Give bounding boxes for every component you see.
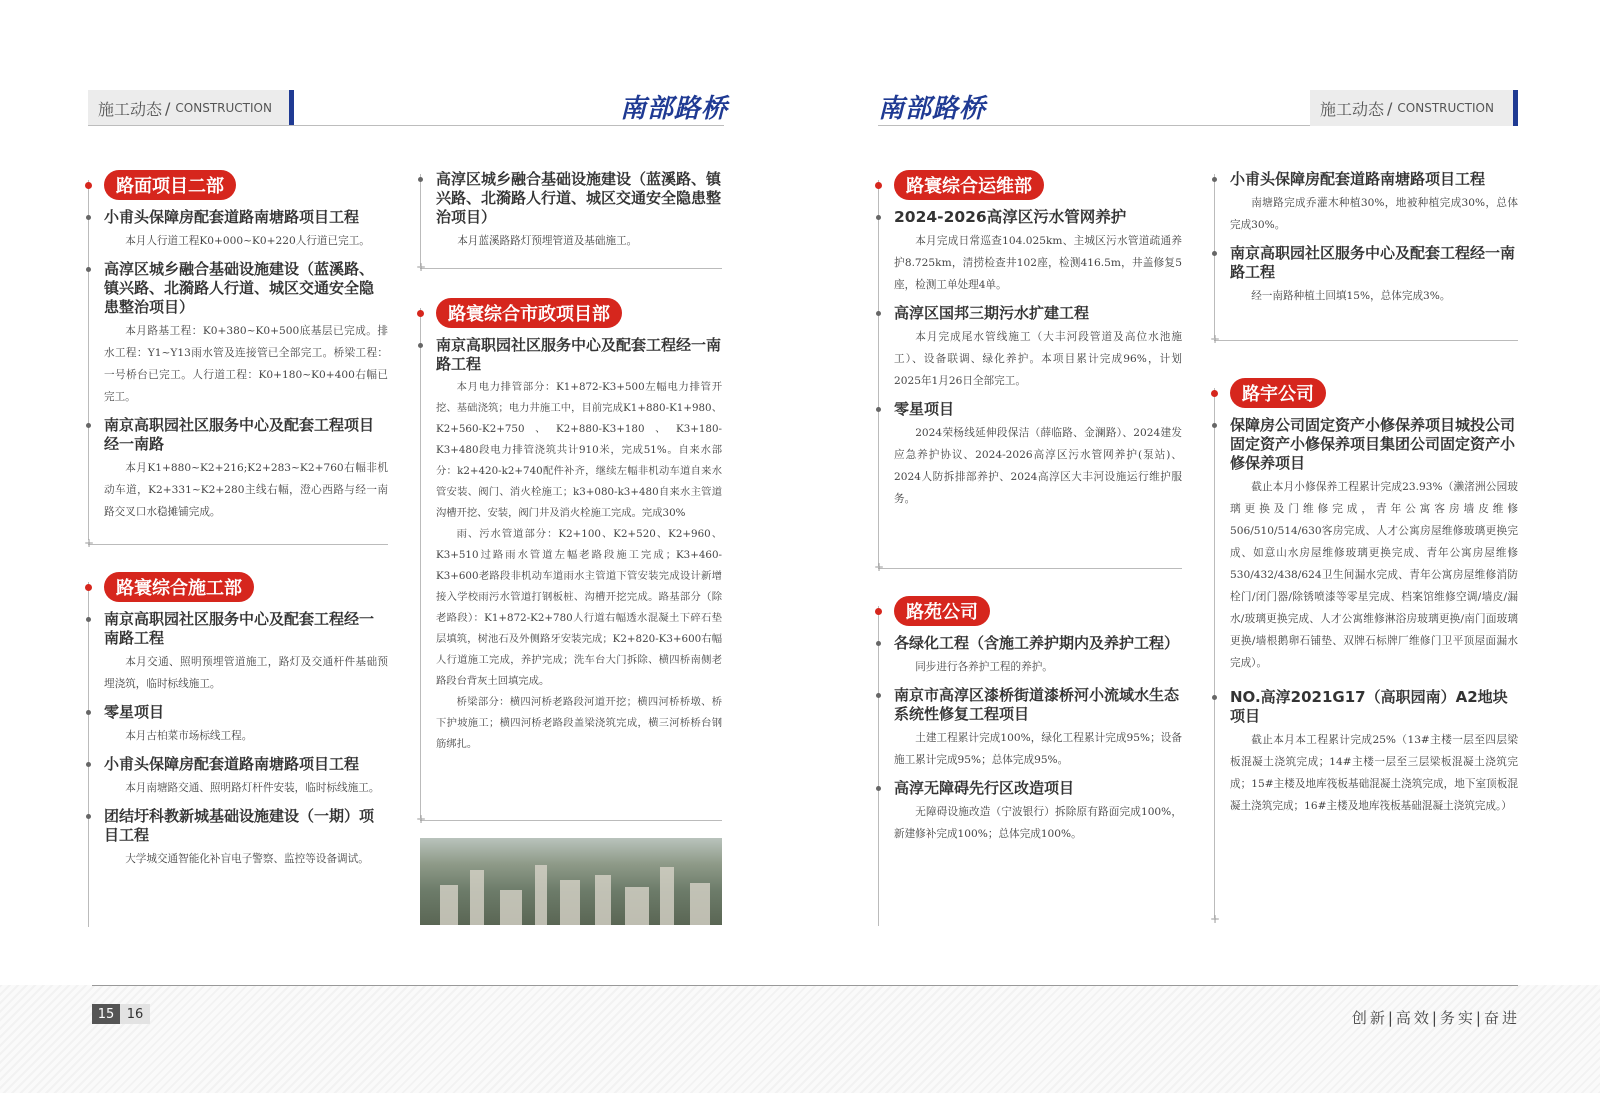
list-item bbox=[878, 634, 1182, 678]
list-item bbox=[88, 703, 388, 747]
top-items-block bbox=[1214, 170, 1518, 338]
list-item bbox=[420, 336, 722, 755]
item-text: 大学城交通智能化补盲电子警察、监控等设备调试。 bbox=[125, 853, 369, 865]
list-item bbox=[878, 779, 1182, 845]
tab-title-en: CONSTRUCTION bbox=[175, 101, 272, 115]
item-heading: 保障房公司固定资产小修保养项目城投公司固定资产小修保养项目集团公司固定资产小修保养项目 bbox=[1230, 416, 1516, 472]
plus-icon: + bbox=[84, 536, 95, 550]
list-item bbox=[878, 208, 1182, 296]
section-luhuan-construction bbox=[88, 572, 388, 927]
plus-icon: + bbox=[1210, 912, 1221, 926]
section-luyu bbox=[1214, 378, 1518, 918]
list-item bbox=[1214, 416, 1518, 674]
item-text: 本月完成日常巡查104.025km、主城区污水管道疏通养护8.725km，清捞检查井102座，检测416.5m，井盖修复5座，检测工单处理4单。 bbox=[894, 235, 1182, 291]
item-heading: 南京高职园社区服务中心及配套工程经一南路工程 bbox=[104, 610, 375, 647]
section-title: 路寰综合施工部 bbox=[104, 572, 254, 602]
item-heading: 南京高职园社区服务中心及配套工程经一南路工程 bbox=[436, 336, 722, 373]
left-col-2 bbox=[416, 170, 722, 274]
item-text: 本月电力排管部分：K1+872-K3+500左幅电力排管开挖、基础浇筑；电力井施工中，目前完成K1+880-K1+980、K2+560-K2+750、K2+880-K3+180、K3+180-K3+480段电力排管浇筑共计910米，完成51%。自来水部分：k2+420-k2+740配件补齐，继续左幅非机动车道自来水管安装、阀门、消火栓施工；k3+080-k3+480自来水主管道沟槽开挖、安装，阀门井及消火栓施工完成。完成30% bbox=[436, 381, 722, 519]
list-item bbox=[1214, 244, 1518, 307]
item-heading: 团结圩科教新城基础设施建设（一期）项目工程 bbox=[104, 807, 375, 844]
right-col-2b bbox=[1210, 378, 1518, 926]
item-text: 本月蓝溪路路灯预埋管道及基础施工。 bbox=[457, 235, 638, 247]
item-heading: 高淳无障碍先行区改造项目 bbox=[894, 779, 1075, 797]
item-heading: 各绿化工程（含施工养护期内及养护工程） bbox=[894, 634, 1180, 652]
page-number-right: 16 bbox=[120, 1004, 150, 1024]
section-divider bbox=[878, 568, 1182, 569]
top-item-block bbox=[420, 170, 722, 266]
section-divider bbox=[420, 820, 722, 821]
tab-title-cn: 施工动态 bbox=[98, 99, 163, 119]
item-heading: 零星项目 bbox=[894, 400, 955, 418]
left-col-1b bbox=[88, 572, 388, 927]
item-heading: 高淳区城乡融合基础设施建设（蓝溪路、镇兴路、北漪路人行道、城区交通安全隐患整治项目） bbox=[104, 260, 375, 316]
item-text: 2024荣杨线延伸段保洁（薛临路、金澜路）、2024建发应急养护协议、2024-2026高淳区污水管网养护(泵站)、2024人防拆排部养护、2024高淳区大丰河设施运行维护服务。 bbox=[894, 427, 1182, 505]
list-item bbox=[878, 686, 1182, 771]
section-luhuan-ops bbox=[878, 170, 1182, 566]
section-luyuan bbox=[878, 596, 1182, 926]
item-text: 南塘路完成乔灌木种植30%，地被种植完成30%，总体完成30%。 bbox=[1230, 197, 1518, 231]
item-heading: 零星项目 bbox=[104, 703, 165, 721]
item-heading: 南京高职园社区服务中心及配套工程经一南路工程 bbox=[1230, 244, 1516, 281]
section-luhuan-municipal bbox=[420, 298, 722, 818]
right-col-1 bbox=[874, 170, 1182, 574]
footer-rule bbox=[92, 985, 1518, 986]
item-text: 经一南路种植土回填15%，总体完成3%。 bbox=[1251, 290, 1451, 302]
footer-pattern bbox=[0, 985, 1600, 1093]
plus-icon: + bbox=[1210, 332, 1221, 346]
brand-logo-right: 南部路桥 bbox=[878, 94, 987, 124]
item-text: 同步进行各养护工程的养护。 bbox=[915, 661, 1053, 673]
plus-icon: + bbox=[416, 812, 427, 826]
item-heading: NO.高淳2021G17（高职园南）A2地块项目 bbox=[1230, 688, 1508, 725]
item-text-3: 桥梁部分：横四河桥老路段河道开挖；横四河桥桥墩、桥下护坡施工；横四河桥老路段盖梁浇筑完成，横三河桥桥台钢筋绑扎。 bbox=[436, 696, 722, 750]
section-divider bbox=[88, 544, 388, 545]
section-title: 路面项目二部 bbox=[104, 170, 236, 200]
section-divider bbox=[1214, 340, 1518, 341]
right-col-1b bbox=[878, 596, 1182, 926]
list-item bbox=[420, 170, 722, 252]
footer-motto: 创新|高效|务实|奋进 bbox=[1351, 1009, 1520, 1027]
item-heading: 高淳区国邦三期污水扩建工程 bbox=[894, 304, 1090, 322]
tab-title-en: CONSTRUCTION bbox=[1397, 101, 1494, 115]
section-tab-right: 施工动态 / CONSTRUCTION bbox=[1310, 90, 1518, 126]
section-tab-left: 施工动态 / CONSTRUCTION bbox=[88, 90, 294, 126]
item-text: 无障碍设施改造（宁波银行）拆除原有路面完成100%，新建修补完成100%；总体完成100%。 bbox=[894, 806, 1182, 840]
item-text: 土建工程累计完成100%，绿化工程累计完成95%；设备施工累计完成95%；总体完成95%。 bbox=[894, 732, 1182, 766]
item-text: 本月南塘路交通、照明路灯杆件安装，临时标线施工。 bbox=[125, 782, 380, 794]
item-heading: 高淳区城乡融合基础设施建设（蓝溪路、镇兴路、北漪路人行道、城区交通安全隐患整治项目） bbox=[436, 170, 722, 226]
section-title: 路宇公司 bbox=[1230, 378, 1326, 408]
left-col-2b bbox=[416, 298, 722, 826]
item-heading: 南京高职园社区服务中心及配套工程项目经一南路 bbox=[104, 416, 375, 453]
list-item bbox=[1214, 170, 1518, 236]
list-item bbox=[878, 400, 1182, 510]
construction-aerial-photo bbox=[420, 838, 722, 925]
item-text: 本月古柏菜市场标线工程。 bbox=[125, 730, 253, 742]
page-number-left: 15 bbox=[92, 1004, 120, 1024]
tab-title-cn: 施工动态 bbox=[1320, 99, 1385, 119]
list-item bbox=[88, 807, 388, 870]
section-title: 路寰综合市政项目部 bbox=[436, 298, 622, 328]
brand-logo-left: 南部路桥 bbox=[620, 94, 729, 124]
list-item bbox=[88, 755, 388, 799]
list-item bbox=[88, 416, 388, 523]
item-text-2: 雨、污水管道部分：K2+100、K2+520、K2+960、K3+510过路雨水管道左幅老路段施工完成；K3+460-K3+600老路段非机动车道雨水主管道下管安装完成设计新增接入学校雨污水管道打钢板桩、沟槽开挖完成。路基部分（除老路段）：K1+872-K2+780人行道右幅透水混凝土下碎石垫层填筑，树池石及外侧路牙安装完成；K2+820-K3+600右幅人行道施工完成，养护完成；洗车台大门拆除、横四桥南侧老路段台背灰土回填完成。 bbox=[436, 528, 722, 687]
item-heading: 南京市高淳区漆桥街道漆桥河小流域水生态系统性修复工程项目 bbox=[894, 686, 1180, 723]
list-item bbox=[878, 304, 1182, 392]
item-heading: 小甫头保障房配套道路南塘路项目工程 bbox=[1230, 170, 1486, 188]
plus-icon: + bbox=[874, 560, 885, 574]
left-col-1 bbox=[84, 170, 388, 550]
section-road-2 bbox=[88, 170, 388, 540]
list-item bbox=[88, 610, 388, 695]
plus-icon: + bbox=[416, 260, 427, 274]
section-divider bbox=[420, 268, 722, 269]
right-col-2 bbox=[1210, 170, 1518, 346]
item-text: 本月完成尾水管线施工（大丰河段管道及高位水池施工）、设备联调、绿化养护。本项目累计完成96%，计划2025年1月26日全部完工。 bbox=[894, 331, 1182, 387]
section-title: 路寰综合运维部 bbox=[894, 170, 1044, 200]
item-heading: 2024-2026高淳区污水管网养护 bbox=[894, 208, 1127, 226]
item-text: 本月交通、照明预埋管道施工，路灯及交通杆件基础预埋浇筑，临时标线施工。 bbox=[104, 656, 388, 690]
item-text: 截止本月小修保养工程累计完成23.93%（濑渚洲公园玻璃更换及门维修完成，青年公寓客房墙皮维修506/510/514/630客房完成、人才公寓房屋维修玻璃更换完成、如意山水房屋维修玻璃更换完成、青年公寓房屋维修530/432/438/624卫生间漏水完成、青年公寓房屋维修消防栓门/闭门器/除锈喷漆等零星完成、档案馆维修空调/墙皮/漏水/玻璃更换完成、人才公寓维修淋浴房玻璃更换/南门面玻璃更换/墙根鹅卵石铺垫、双牌石标牌厂维修门卫平顶屋面漏水完成）。 bbox=[1230, 481, 1518, 669]
item-text: 本月K1+880~K2+216;K2+283~K2+760右幅非机动车道，K2+331~K2+280主线右幅，澄心西路与经一南路交叉口水稳摊铺完成。 bbox=[104, 462, 388, 518]
item-text: 本月路基工程：K0+380~K0+500底基层已完成。排水工程：Y1~Y13雨水管及连接管已全部完工。桥梁工程：一号桥台已完工。人行道工程：K0+180~K0+400右幅已完工。 bbox=[104, 325, 388, 403]
list-item bbox=[88, 208, 388, 252]
list-item bbox=[1214, 688, 1518, 817]
section-title: 路苑公司 bbox=[894, 596, 990, 626]
item-heading: 小甫头保障房配套道路南塘路项目工程 bbox=[104, 755, 360, 773]
list-item bbox=[88, 260, 388, 408]
item-text: 本月人行道工程K0+000~K0+220人行道已完工。 bbox=[125, 235, 370, 247]
item-heading: 小甫头保障房配套道路南塘路项目工程 bbox=[104, 208, 360, 226]
item-text: 截止本月本工程累计完成25%（13#主楼一层至四层梁板混凝土浇筑完成；14#主楼一层至三层梁板混凝土浇筑完成；15#主楼及地库筏板基础混凝土浇筑完成，地下室顶板混凝土浇筑完成；16#主楼及地库筏板基础混凝土浇筑完成。） bbox=[1230, 734, 1518, 812]
header-rule-left bbox=[88, 125, 724, 126]
